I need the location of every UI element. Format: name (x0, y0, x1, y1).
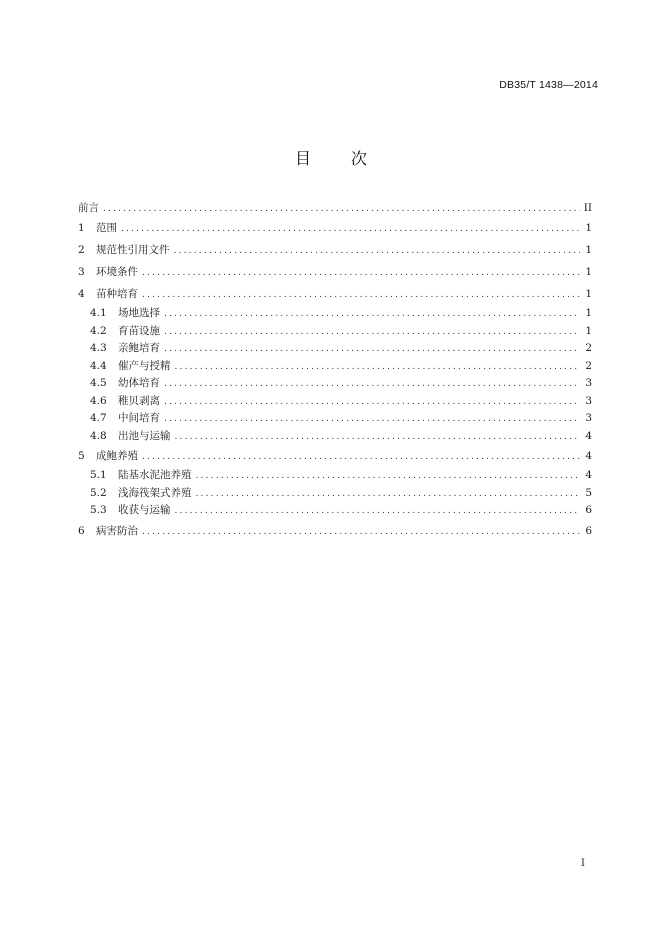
toc-entry-label: 场地选择 (118, 307, 160, 319)
toc-dot-leader (142, 446, 580, 468)
toc-dot-leader (196, 468, 581, 486)
toc-dot-leader (142, 284, 580, 306)
toc-dot-leader (164, 341, 580, 359)
toc-entry-label: 育苗设施 (118, 324, 160, 337)
toc-dot-leader (175, 359, 581, 377)
toc-entry-number: 4.5 (90, 377, 107, 389)
title-char-1: 目 (294, 149, 311, 168)
toc-entry-page: 4 (585, 429, 592, 442)
toc-entry-label: 出池与运输 (118, 429, 171, 442)
toc-entry-page: 4 (585, 450, 592, 462)
toc-entry[interactable] (78, 239, 592, 261)
toc-entry[interactable] (78, 467, 592, 485)
toc-entry-page: 3 (585, 377, 592, 389)
toc-entry-label: 稚贝剥离 (118, 394, 160, 407)
toc-entry[interactable] (78, 393, 592, 411)
toc-dot-leader (164, 394, 580, 412)
table-of-contents (78, 199, 592, 542)
toc-entry-label: 前言 (78, 202, 99, 214)
toc-entry-number: 2 (78, 244, 85, 256)
toc-entry-number: 4.4 (90, 359, 107, 372)
toc-entry-page: 5 (585, 486, 592, 499)
toc-entry-label: 苗种培育 (96, 288, 138, 300)
toc-entry[interactable] (78, 217, 592, 239)
toc-entry-page: 1 (585, 266, 592, 278)
toc-entry-label: 浅海筏架式养殖 (118, 486, 192, 499)
toc-entry-number: 5.1 (90, 469, 107, 481)
toc-entry-number: 4 (78, 288, 85, 300)
toc-entry-page: 1 (585, 324, 592, 337)
toc-entry-page: 2 (585, 359, 592, 372)
toc-entry-number: 4.1 (90, 307, 107, 319)
toc-entry[interactable] (78, 305, 592, 323)
toc-entry-number: 5.3 (90, 504, 107, 516)
toc-entry-number: 3 (78, 266, 85, 278)
toc-entry[interactable] (78, 375, 592, 393)
toc-dot-leader (164, 376, 580, 394)
toc-entry-number: 4.8 (90, 429, 107, 442)
toc-dot-leader (142, 262, 580, 284)
toc-entry-page: 3 (585, 412, 592, 424)
toc-entry-page: 6 (585, 524, 592, 537)
toc-entry-page: 2 (585, 342, 592, 354)
toc-entry-number: 5 (78, 450, 85, 462)
toc-entry[interactable] (78, 199, 592, 217)
toc-entry-number: 6 (78, 524, 85, 537)
toc-dot-leader (196, 486, 581, 504)
toc-entry-label: 中间培育 (118, 412, 160, 424)
toc-entry[interactable] (78, 428, 592, 446)
toc-entry-label: 环境条件 (96, 266, 138, 278)
toc-entry-label: 范围 (96, 222, 117, 234)
toc-entry-label: 幼体培育 (118, 377, 160, 389)
toc-entry[interactable] (78, 340, 592, 358)
toc-entry[interactable] (78, 502, 592, 520)
toc-entry-page: II (583, 202, 592, 214)
toc-entry[interactable] (78, 520, 592, 542)
toc-entry-page: 1 (585, 307, 592, 319)
toc-entry-label: 催产与授精 (118, 359, 171, 372)
toc-dot-leader (121, 218, 580, 240)
toc-entry[interactable] (78, 410, 592, 428)
toc-entry[interactable] (78, 323, 592, 341)
toc-entry-number: 1 (78, 222, 85, 234)
toc-entry-number: 4.2 (90, 324, 107, 337)
toc-entry-page: 6 (585, 504, 592, 516)
toc-entry[interactable] (78, 445, 592, 467)
page-title (0, 146, 662, 169)
toc-dot-leader (142, 521, 580, 543)
footer-page-number: I (581, 858, 585, 869)
toc-entry-number: 4.3 (90, 342, 107, 354)
toc-entry-page: 4 (585, 469, 592, 481)
toc-entry-label: 收获与运输 (118, 504, 171, 516)
toc-entry-page: 1 (585, 222, 592, 234)
toc-dot-leader (103, 200, 580, 218)
toc-entry[interactable] (78, 358, 592, 376)
toc-dot-leader (164, 306, 580, 324)
toc-entry[interactable] (78, 261, 592, 283)
toc-entry-label: 亲鲍培育 (118, 342, 160, 354)
toc-dot-leader (174, 240, 581, 262)
toc-entry-label: 规范性引用文件 (96, 244, 170, 256)
toc-entry-number: 4.7 (90, 412, 107, 424)
toc-entry-page: 1 (585, 288, 592, 300)
title-char-2: 次 (351, 149, 368, 168)
toc-entry-label: 成鲍养殖 (96, 450, 138, 462)
document-code: DB35/T 1438—2014 (499, 79, 598, 91)
toc-dot-leader (164, 324, 580, 342)
toc-dot-leader (175, 429, 581, 447)
toc-entry-number: 4.6 (90, 394, 107, 407)
toc-entry-page: 1 (585, 244, 592, 256)
toc-dot-leader (164, 411, 580, 429)
toc-dot-leader (175, 503, 581, 521)
toc-entry-page: 3 (585, 394, 592, 407)
toc-entry-number: 5.2 (90, 486, 107, 499)
toc-entry[interactable] (78, 283, 592, 305)
toc-entry-label: 陆基水泥池养殖 (118, 469, 192, 481)
toc-entry[interactable] (78, 485, 592, 503)
toc-entry-label: 病害防治 (96, 524, 138, 537)
